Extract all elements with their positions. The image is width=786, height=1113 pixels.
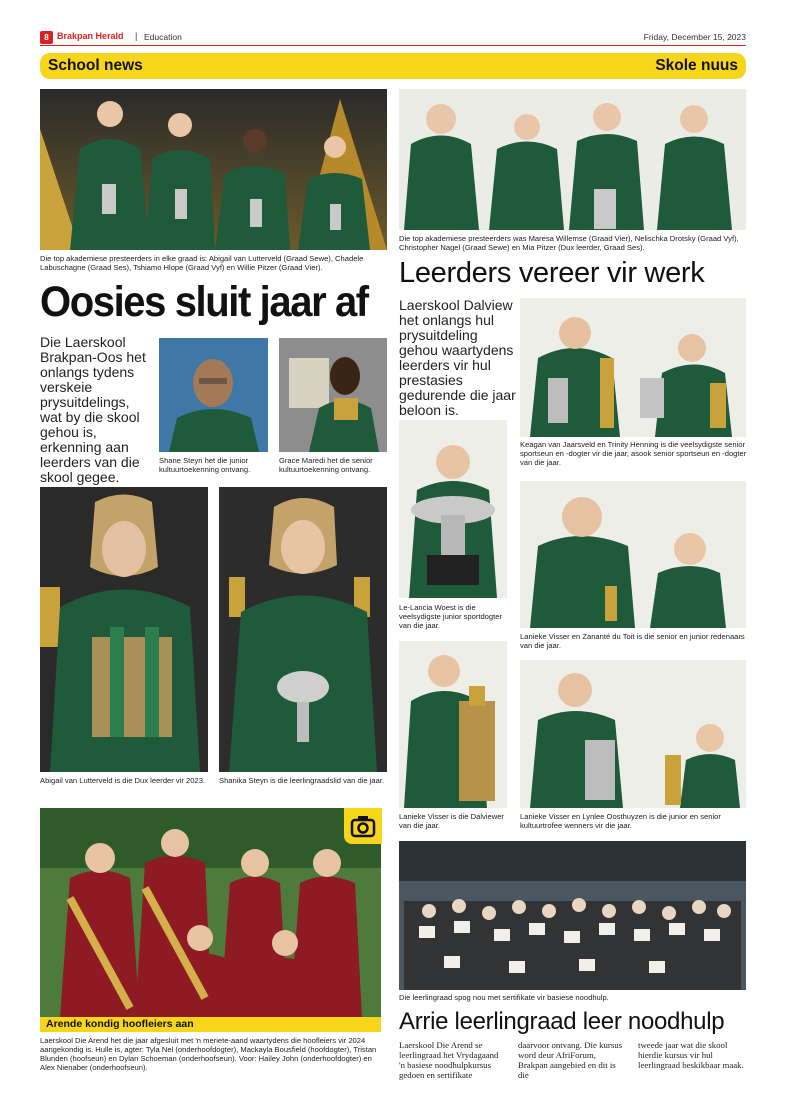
- arende-title: Arende kondig hoofleiers aan: [46, 1018, 194, 1030]
- caption-lelancia: Le-Lancia Woest is die veelsydigste junior sportdogter van die jaar.: [399, 603, 502, 630]
- caption-lanieke-dalviewer: Lanieke Visser is die Dalviewer van die jaar.: [399, 812, 504, 830]
- photo-top-achievers-dalview: [399, 89, 746, 230]
- caption-noodhulp: Die leerlingraad spog nou met sertifikate vir basiese noodhulp.: [399, 993, 609, 1002]
- section-banner: [40, 53, 746, 79]
- intro-dalview: Laerskool Dalview het onlangs hul prysuitdeling gehou waartydens leerders vir hul prestasies gedurende die jaar beloon is.: [399, 297, 516, 418]
- caption-lanieke-zanante: Lanieke Visser en Zananté du Toit is die senior en junior redenaars van die jaar.: [520, 632, 745, 650]
- page-header: [40, 29, 746, 46]
- photo-grace-maredi: [279, 338, 387, 452]
- photo-leerlingraad-noodhulp: [399, 841, 746, 990]
- banner-left: School news: [48, 57, 143, 74]
- camera-badge: [344, 808, 382, 844]
- caption-abigail: Abigail van Lutterveld is die Dux leerder vir 2023.: [40, 776, 206, 785]
- header-separator: |: [135, 31, 138, 41]
- body-arrie-col2: daarvoor ontvang. Die kursus word deur AfriForum, Brakpan aangebied en dit is die: [518, 1040, 623, 1080]
- section-name: Education: [144, 32, 182, 42]
- caption-top-achievers-dalview: Die top akademiese presteerders was Maresa Willemse (Graad Vier), Nelischka Drotsky (Graad Vyf), Christopher Nagel (Graad Sewe) en Mia Pitzer (Dux leerder, Graad Ses).: [399, 234, 739, 252]
- photo-keagan-trinity: [520, 298, 746, 437]
- banner-right: Skole nuus: [655, 57, 738, 74]
- photo-abigail: [40, 487, 208, 772]
- photo-lanieke-dalviewer: [399, 641, 507, 808]
- photo-shanika: [219, 487, 387, 772]
- caption-keagan: Keagan van Jaarsveld en Trinity Henning is die veelsydigste senior sportseun en -dogter vir die jaar, asook senior sportseun en -dogter van die jaar.: [520, 440, 747, 467]
- caption-grace: Grace Maredi het die senior kultuurtoekenning ontvang.: [279, 456, 373, 474]
- photo-top-achievers-oos: [40, 89, 387, 250]
- body-arrie-col1: Laerskool Die Arend se leerlingraad het Vrydagaand 'n basiese noodhulpkursus gedoen en sertifikate: [399, 1040, 499, 1080]
- photo-lanieke-zanante: [520, 481, 746, 628]
- camera-icon: [344, 808, 382, 844]
- headline-leerders-vereer: Leerders vereer vir werk: [399, 257, 705, 289]
- photo-lelancia: [399, 420, 507, 598]
- paper-name: Brakpan Herald: [57, 31, 124, 41]
- photo-arende-leaders: [40, 808, 381, 1018]
- caption-shane: Shane Steyn het die junior kultuurtoekenning ontvang.: [159, 456, 251, 474]
- intro-oosies: Die Laerskool Brakpan-Oos het onlangs tydens verskeie prysuitdelings, wat by die skool gehou is, erkenning aan leerders van die skool gegee.: [40, 334, 146, 485]
- headline-oosies: Oosies sluit jaar af: [40, 278, 368, 326]
- photo-lanieke-lynlee: [520, 660, 746, 808]
- body-arrie-col3: tweede jaar wat die skool hierdie kursus vir hul leerlingraad beskikbaar maak.: [638, 1040, 744, 1070]
- issue-date: Friday, December 15, 2023: [643, 32, 746, 42]
- page-number: 8: [40, 31, 53, 44]
- photo-shane-steyn: [159, 338, 268, 452]
- caption-top-achievers-oos: Die top akademiese presteerders in elke graad is: Abigail van Lutterveld (Graad Sewe), Chadele Labuschagne (Graad Ses), Tshiamo Hlope (Graad Vyf) en Willie Pitzer (Graad Vier).: [40, 254, 364, 272]
- caption-lanieke-lynlee: Lanieke Visser en Lynlee Oosthuyzen is die junior en senior kultuurtrofee wenners vir die jaar.: [520, 812, 721, 830]
- arende-title-bar: [40, 1017, 381, 1032]
- caption-shanika: Shanika Steyn is die leerlingraadslid van die jaar.: [219, 776, 385, 785]
- headline-arrie: Arrie leerlingraad leer noodhulp: [399, 1008, 725, 1035]
- caption-arende: Laerskool Die Arend het die jaar afgesluit met 'n meriete-aand waartydens die hoofleiers vir 2024 aangekondig is. Hulle is, agter: Tyla Nel (onderhoofdogter), Mackayla Bousfield (hoofdogter), Tristan Blunden (hoofseun) en Dylan Schoeman (onderhoofseun). Voor: Hailey John (onderhoofdogter) en Alex Nienaber (onderhoofseun).: [40, 1036, 377, 1072]
